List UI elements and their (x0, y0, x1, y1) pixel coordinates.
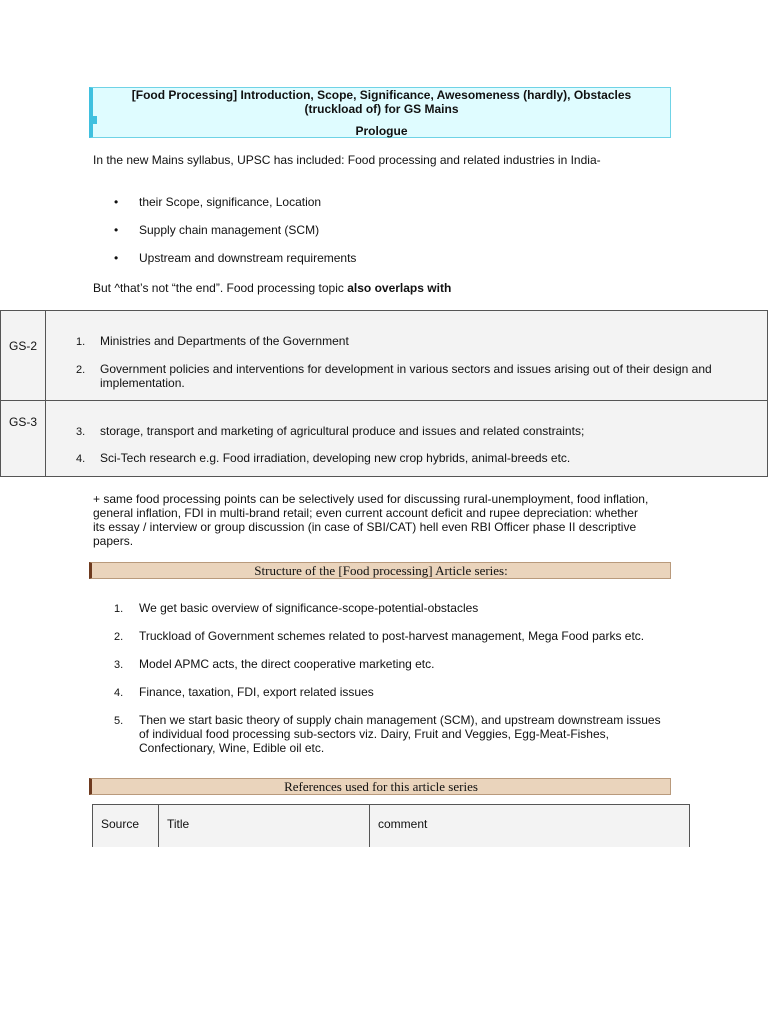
gs3-list (46, 401, 767, 465)
list-text: Model APMC acts, the direct cooperative marketing etc. (139, 657, 435, 671)
intro-paragraph: In the new Mains syllabus, UPSC has included: Food processing and related industries in India- (93, 153, 601, 167)
gs-overlap-table (0, 310, 768, 477)
table-row (1, 401, 768, 477)
bullet-text: their Scope, significance, Location (139, 195, 322, 209)
list-item (93, 657, 673, 671)
syllabus-bullet-list (93, 195, 356, 279)
list-item (93, 601, 673, 615)
list-text: Sci-Tech research e.g. Food irradiation, developing new crop hybrids, animal-breeds etc. (100, 451, 571, 465)
list-number: 4. (76, 453, 86, 465)
structure-list (93, 601, 673, 755)
list-number: 2. (114, 631, 124, 643)
list-number: 5. (114, 715, 124, 727)
list-number: 4. (114, 687, 124, 699)
references-table (92, 804, 690, 847)
gs3-label: GS-3 (1, 401, 46, 477)
list-item (46, 334, 767, 348)
overlap-paragraph (93, 281, 451, 295)
gs3-content (46, 401, 768, 477)
list-item (46, 362, 767, 390)
references-heading: References used for this article series (89, 778, 671, 795)
list-text: Truckload of Government schemes related to post-harvest management, Mega Food parks etc. (139, 629, 645, 643)
structure-heading: Structure of the [Food processing] Article series: (89, 562, 671, 579)
bullet-item (93, 251, 356, 279)
title-accent-mark (93, 116, 97, 124)
article-title: [Food Processing] Introduction, Scope, Significance, Awesomeness (hardly), Obstacles (truckload of) for GS Mains (131, 88, 632, 116)
list-text: Finance, taxation, FDI, export related issues (139, 685, 374, 699)
article-title-box (89, 87, 671, 138)
list-text: Ministries and Departments of the Government (100, 334, 349, 348)
overlap-bold-text: also overlaps with (347, 281, 452, 295)
list-number: 3. (114, 659, 124, 671)
column-header-source: Source (93, 805, 159, 848)
list-number: 1. (76, 336, 86, 348)
bullet-item (93, 223, 356, 251)
table-row (1, 311, 768, 401)
overlap-text: But ^that’s not “the end”. Food processing topic (93, 281, 348, 295)
list-number: 2. (76, 364, 86, 376)
list-item (46, 451, 767, 465)
list-text: Then we start basic theory of supply chain management (SCM), and upstream downstream issues of individual food processing sub-sectors viz. Dairy, Fruit and Veggies, Egg-Meat-Fishes, Confectionary, Wine, Edible oil etc. (139, 713, 661, 755)
list-text: We get basic overview of significance-scope-potential-obstacles (139, 601, 479, 615)
list-text: storage, transport and marketing of agricultural produce and issues and related constraints; (100, 424, 585, 438)
list-item (93, 713, 673, 755)
bullet-text: Upstream and downstream requirements (139, 251, 357, 265)
column-header-comment: comment (370, 805, 690, 848)
bullet-item (93, 195, 356, 223)
list-item (93, 629, 673, 643)
list-number: 1. (114, 603, 124, 615)
extra-uses-paragraph: + same food processing points can be selectively used for discussing rural-unemployment, food inflation, general inflation, FDI in multi-brand retail; even current account deficit and rupee depreciation: whether its essay / interview or group discussion (in case of SBI/CAT) hell even RBI Officer phase II descriptive papers. (93, 492, 649, 548)
list-item (46, 424, 767, 438)
bullet-text: Supply chain management (SCM) (139, 223, 320, 237)
gs2-label: GS-2 (1, 311, 46, 401)
gs2-content (46, 311, 768, 401)
column-header-title: Title (159, 805, 370, 848)
list-number: 3. (76, 426, 86, 438)
list-item (93, 685, 673, 699)
list-text: Government policies and interventions for development in various sectors and issues arising out of their design and implementation. (100, 362, 712, 390)
prologue-heading: Prologue (355, 124, 408, 138)
table-header-row (93, 805, 690, 848)
gs2-list (46, 311, 767, 390)
